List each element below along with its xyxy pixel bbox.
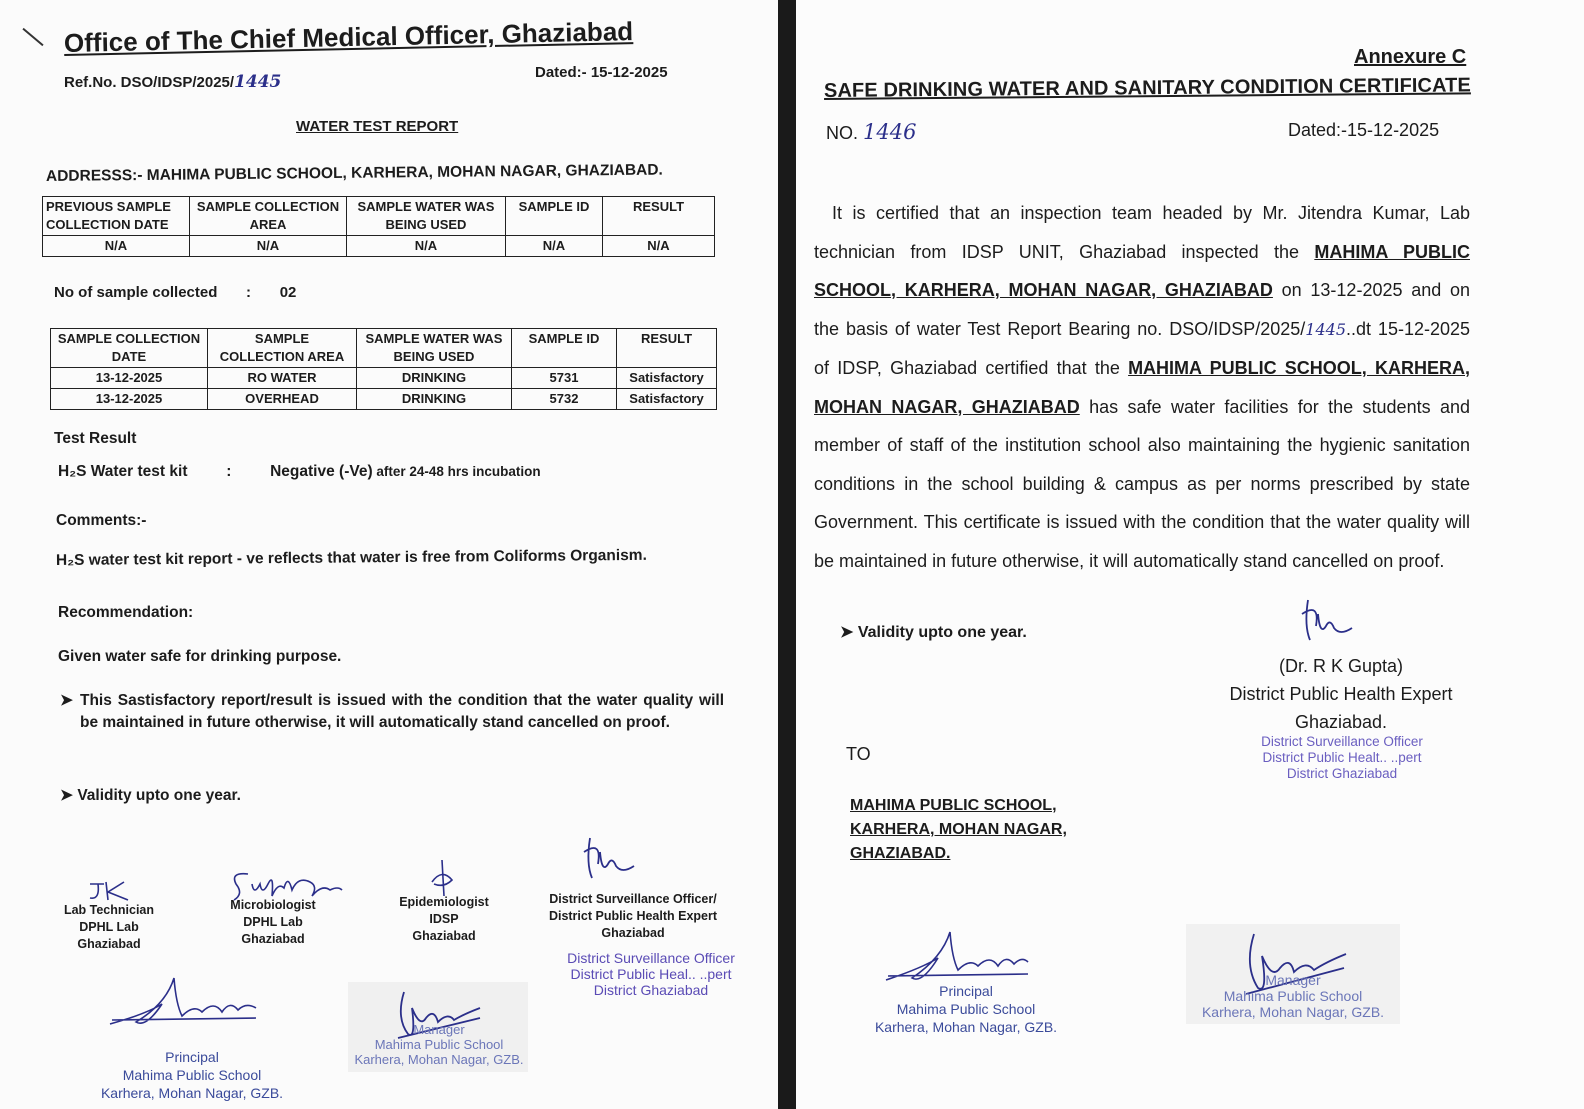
ref-handwritten: 1445 xyxy=(234,72,282,92)
to-label: TO xyxy=(846,744,871,764)
principal-stamp-left xyxy=(98,1030,286,1102)
corner-mark xyxy=(22,28,43,46)
table-row xyxy=(43,236,715,257)
table-row xyxy=(51,389,717,410)
manager-stamp-left: Manager Mahima Public School Karhera, Mohan Nagar, GZB. xyxy=(354,1022,524,1067)
table2-cell: 5732 xyxy=(512,389,617,410)
comments-text: H₂S water test kit report - ve reflects that water is free from Coliforms Organism. xyxy=(55,546,647,569)
validity-bullet xyxy=(60,786,241,805)
signer-name: (Dr. R K Gupta) xyxy=(1278,656,1404,676)
annexure-label: Annexure C xyxy=(1354,46,1467,68)
water-test-report-page xyxy=(0,0,778,1109)
condition-text: This Sastisfactory report/result is issued with the condition that the water quality will be maintained in future otherwise, it will automatically stand cancelled on proof. xyxy=(80,692,724,731)
table2-header: RESULT xyxy=(617,329,717,368)
table1-header: RESULT xyxy=(603,197,715,236)
school-name-highlight: MAHIMA PUBLIC SCHOOL, KARHERA, MOHAN NAGAR, GHAZIABAD xyxy=(814,358,1470,417)
ref-label: Ref.No. DSO/IDSP/2025/ xyxy=(64,74,235,91)
principal-stamp-text: Principal Mahima Public School Karhera, Mohan Nagar, GZB. xyxy=(100,1049,284,1101)
validity-text: Validity upto one year. xyxy=(77,787,241,804)
report-ref-handwritten: 1445 xyxy=(1305,319,1346,339)
dr-gupta-signature-icon xyxy=(1296,596,1360,646)
signer-title: District Public Health Expert xyxy=(1229,684,1453,704)
table1-cell: N/A xyxy=(347,236,506,257)
body-text: It is certified that an inspection team headed by Mr. Jitendra Kumar, Lab technician from IDSP UNIT, Ghaziabad inspected the xyxy=(814,203,1470,262)
comments-label: Comments:- xyxy=(56,512,147,529)
arrow-bullet-icon: ➤ xyxy=(840,624,854,641)
certificate-page xyxy=(796,0,1584,1109)
report-date: Dated:- 15-12-2025 xyxy=(535,64,668,81)
lab-technician-label: Lab Technician DPHL Lab Ghaziabad xyxy=(63,903,155,951)
report-title: WATER TEST REPORT xyxy=(296,118,459,135)
principal-signature-icon xyxy=(882,928,1032,988)
principal-stamp-right: Principal Mahima Public School Karhera, Mohan Nagar, GZB. xyxy=(874,983,1058,1035)
table1-cell: N/A xyxy=(190,236,347,257)
validity-text: Validity upto one year. xyxy=(857,624,1027,641)
office-title: Office of The Chief Medical Officer, Ghaziabad xyxy=(63,16,634,58)
manager-stamp-right: Manager Mahima Public School Karhera, Mohan Nagar, GZB. xyxy=(1201,972,1385,1020)
samples-label: No of sample collected xyxy=(54,284,218,301)
certificate-number xyxy=(826,120,916,144)
body-text: on 13-12-2025 and on the basis of water Test Report Bearing no. DSO/IDSP/2025/ xyxy=(814,280,1470,339)
table2-header: SAMPLE WATER WAS BEING USED xyxy=(357,329,512,368)
recommendation-text: Given water safe for drinking purpose. xyxy=(58,648,342,665)
table2-cell: 13-12-2025 xyxy=(51,389,208,410)
table2-header: SAMPLE COLLECTION DATE xyxy=(51,329,208,368)
microbiologist-label: Microbiologist DPHL Lab Ghaziabad xyxy=(230,898,316,946)
table2-cell: 5731 xyxy=(512,368,617,389)
epidemiologist-signature-icon xyxy=(426,858,460,898)
arrow-bullet-icon: ➤ xyxy=(60,787,73,804)
validity-bullet xyxy=(840,622,1027,642)
sample-results-table xyxy=(50,328,717,410)
certificate-date: Dated:-15-12-2025 xyxy=(1288,120,1440,140)
samples-separator: : xyxy=(246,284,252,301)
h2s-test-line xyxy=(58,463,541,481)
table1-cell: N/A xyxy=(43,236,190,257)
certificate-body xyxy=(814,194,1470,580)
h2s-note: after 24-48 hrs incubation xyxy=(372,464,541,479)
table2-header: SAMPLE COLLECTION AREA xyxy=(208,329,357,368)
table2-cell: Satisfactory xyxy=(617,368,717,389)
recommendation-label: Recommendation: xyxy=(58,604,194,621)
signer-place: Ghaziabad. xyxy=(1294,712,1388,732)
table2-cell: RO WATER xyxy=(208,368,357,389)
certificate-title: SAFE DRINKING WATER AND SANITARY CONDITION CERTIFICATE xyxy=(823,74,1471,102)
table2-cell: DRINKING xyxy=(357,368,512,389)
dso-label: District Surveillance Officer/ District Public Health Expert Ghaziabad xyxy=(548,892,718,940)
table1-cell: N/A xyxy=(506,236,603,257)
epidemiologist-label: Epidemiologist IDSP Ghaziabad xyxy=(399,895,489,943)
signer-block xyxy=(1196,652,1486,736)
number-label: NO. xyxy=(826,123,859,143)
principal-signature-icon xyxy=(106,974,266,1030)
table2-cell: Satisfactory xyxy=(617,389,717,410)
table1-cell: N/A xyxy=(603,236,715,257)
condition-bullet xyxy=(60,690,724,734)
body-text: has safe water facilities for the students and member of staff of the institution school also maintaining the hygienic sanitation conditions in the school building & campus as per norms prescribed by state Government. This certificate is issued with the condition that the water quality will be maintained in future otherwise, it will automatically stand cancelled on proof. xyxy=(814,396,1470,571)
table2-cell: OVERHEAD xyxy=(208,389,357,410)
certificate-paragraph xyxy=(814,194,1470,580)
table-row xyxy=(51,368,717,389)
dso-stamp: District Surveillance Officer District Public Heal.. ..pert District Ghaziabad xyxy=(567,950,735,998)
h2s-label: H₂S Water test kit xyxy=(58,463,188,480)
address: ADDRESSS:- MAHIMA PUBLIC SCHOOL, KARHERA, MOHAN NAGAR, GHAZIABAD. xyxy=(45,161,663,185)
test-result-heading: Test Result xyxy=(54,430,137,447)
school-name-highlight: MAHIMA PUBLIC SCHOOL, KARHERA, MOHAN NAGAR, GHAZIABAD xyxy=(814,241,1470,300)
ref-number xyxy=(64,72,281,92)
table2-header: SAMPLE ID xyxy=(512,329,617,368)
table2-cell: DRINKING xyxy=(357,389,512,410)
h2s-separator: : xyxy=(226,463,232,480)
table1-header: SAMPLE WATER WAS BEING USED xyxy=(347,197,506,236)
recipient-address: MAHIMA PUBLIC SCHOOL, KARHERA, MOHAN NAGAR, GHAZIABAD. xyxy=(850,797,1067,862)
body-text: ..dt 15-12-2025 of IDSP, Ghaziabad certified that the xyxy=(814,318,1471,378)
arrow-bullet-icon: ➤ xyxy=(60,692,73,709)
previous-sample-table xyxy=(42,196,715,257)
table1-header: SAMPLE ID xyxy=(506,197,603,236)
dso-stamp-right: District Surveillance Officer District Public Healt.. ..pert District Ghaziabad xyxy=(1261,734,1423,781)
samples-value: 02 xyxy=(279,284,297,301)
table2-cell: 13-12-2025 xyxy=(51,368,208,389)
samples-collected xyxy=(54,284,296,301)
table1-header: SAMPLE COLLECTION AREA xyxy=(190,197,347,236)
number-handwritten: 1446 xyxy=(863,120,917,144)
dso-signature-icon xyxy=(578,834,642,884)
table1-header: PREVIOUS SAMPLE COLLECTION DATE xyxy=(43,197,190,236)
h2s-value: Negative (-Ve) xyxy=(270,463,373,480)
